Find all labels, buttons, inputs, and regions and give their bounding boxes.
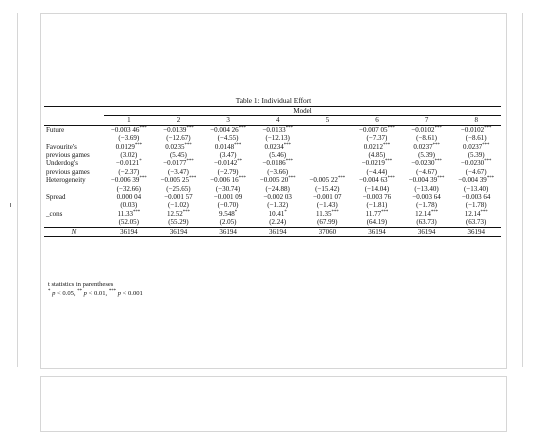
table-cell bbox=[352, 176, 402, 193]
table-cell bbox=[154, 125, 204, 142]
table-cell bbox=[104, 159, 154, 176]
note-tstats: t statistics in parentheses bbox=[48, 281, 114, 288]
table-notes bbox=[48, 281, 143, 298]
significance-stars: *** bbox=[189, 176, 197, 182]
significance-stars: *** bbox=[430, 209, 439, 215]
significance-stars: *** bbox=[186, 159, 194, 165]
table-cell bbox=[104, 176, 154, 193]
coef-value: −0.001 07 bbox=[313, 193, 342, 202]
t-statistic: (5.45) bbox=[169, 151, 187, 160]
coefficient bbox=[255, 193, 301, 201]
coef-value: −0.001 09 bbox=[213, 193, 243, 202]
header-spacer bbox=[44, 107, 104, 116]
page-marker bbox=[10, 203, 11, 207]
coef-value: −0.0121 bbox=[116, 159, 140, 168]
coef-value: 12.14 bbox=[464, 209, 481, 218]
coefficient bbox=[106, 143, 152, 151]
table-cell bbox=[253, 159, 303, 176]
table-cell bbox=[154, 210, 204, 227]
significance-stars: *** bbox=[238, 176, 246, 182]
right-page-edge bbox=[522, 13, 540, 367]
coef-value: −0.004 26 bbox=[210, 125, 239, 134]
table-cell bbox=[303, 193, 353, 210]
significance-stars: *** bbox=[132, 209, 141, 215]
t-statistic: (−3.47) bbox=[168, 167, 189, 176]
t-statistic: (−25.65) bbox=[166, 184, 191, 193]
t-statistic: (5.39) bbox=[418, 151, 436, 160]
t-statistic: (−4.67) bbox=[465, 167, 487, 176]
coef-value: −0.0139 bbox=[163, 125, 187, 134]
table-cell bbox=[303, 125, 353, 142]
t-statistic: (−1.02) bbox=[168, 201, 189, 210]
coefficient bbox=[255, 159, 301, 167]
table-cell bbox=[253, 125, 303, 142]
table-cell bbox=[104, 125, 154, 142]
column-number: 8 bbox=[451, 116, 501, 125]
row-label bbox=[44, 193, 104, 210]
table-row bbox=[44, 210, 501, 227]
coefficient bbox=[205, 210, 251, 218]
coef-value: −0.0102 bbox=[460, 125, 485, 134]
coefficient bbox=[106, 159, 152, 167]
table-cell bbox=[203, 125, 253, 142]
coefficient bbox=[305, 143, 351, 151]
table-cell bbox=[451, 176, 501, 193]
coef-value: 0.0237 bbox=[413, 142, 433, 151]
t-statistic: (−8.61) bbox=[465, 134, 487, 143]
coef-value: −0.0186 bbox=[262, 159, 286, 168]
t-statistic: (55.29) bbox=[168, 218, 189, 227]
t-statistic: (2.24) bbox=[269, 218, 287, 227]
coefficient bbox=[255, 126, 301, 134]
table-cell bbox=[303, 176, 353, 193]
coef-value: 0.0237 bbox=[462, 142, 483, 151]
table-row bbox=[44, 193, 501, 210]
coefficient bbox=[354, 159, 400, 167]
coefficient bbox=[205, 176, 251, 184]
significance-stars: *** bbox=[486, 176, 495, 182]
column-number: 5 bbox=[303, 116, 353, 125]
coefficient bbox=[404, 126, 450, 134]
table-cell bbox=[451, 210, 501, 227]
significance-stars: *** bbox=[184, 142, 192, 148]
row-label-line: Future bbox=[46, 125, 65, 134]
coefficient bbox=[156, 176, 202, 184]
observations-row bbox=[44, 227, 501, 236]
row-label bbox=[44, 210, 104, 227]
coef-value: −0.003 64 bbox=[412, 193, 441, 202]
significance-stars: *** bbox=[437, 176, 445, 182]
table-cell bbox=[303, 143, 353, 160]
coefficient bbox=[205, 126, 251, 134]
n-value: 36194 bbox=[253, 227, 303, 236]
significance-stars: *** bbox=[381, 209, 389, 215]
coefficient bbox=[255, 210, 301, 218]
significance-stars: *** bbox=[186, 125, 194, 131]
coef-value: 0.0129 bbox=[115, 142, 135, 151]
t-statistic: (67.99) bbox=[317, 218, 338, 227]
significance-stars: *** bbox=[434, 125, 442, 131]
row-label-line: Heterogeneity bbox=[46, 176, 86, 185]
coefficient bbox=[354, 126, 400, 134]
significance-stars: *** bbox=[387, 176, 395, 182]
coef-value: 11.77 bbox=[365, 209, 382, 218]
table-cell bbox=[154, 159, 204, 176]
coef-value: −0.001 57 bbox=[164, 193, 193, 202]
document-page bbox=[40, 13, 507, 369]
coefficient bbox=[404, 210, 450, 218]
coef-value: −0.0142 bbox=[214, 159, 238, 168]
t-statistic: (−13.40) bbox=[414, 184, 439, 193]
n-label: N bbox=[44, 227, 104, 236]
column-number: 3 bbox=[203, 116, 253, 125]
significance-stars: *** bbox=[234, 142, 242, 148]
table-cell bbox=[402, 210, 452, 227]
table-cell bbox=[352, 125, 402, 142]
column-number: 1 bbox=[104, 116, 154, 125]
t-statistic: (−1.32) bbox=[267, 201, 289, 210]
coef-value: 0.0234 bbox=[264, 142, 284, 151]
coefficient bbox=[255, 176, 301, 184]
table-cell bbox=[253, 143, 303, 160]
column-number: 7 bbox=[402, 116, 452, 125]
significance-stars: * bbox=[234, 209, 238, 215]
row-label-line: Favourite's bbox=[46, 142, 77, 151]
coefficient bbox=[453, 176, 499, 184]
coefficient bbox=[354, 143, 400, 151]
coef-value: 9.548 bbox=[218, 209, 235, 218]
t-statistic: (−30.74) bbox=[215, 184, 241, 193]
t-statistic: (−32.66) bbox=[116, 184, 141, 193]
t-statistic: (64.19) bbox=[366, 218, 388, 227]
t-statistic: (−24.88) bbox=[265, 184, 290, 193]
coef-value: 0.0235 bbox=[165, 142, 185, 151]
coef-value: −0.0230 bbox=[460, 159, 485, 168]
table-cell bbox=[451, 193, 501, 210]
coef-value: −0.005 25 bbox=[160, 176, 190, 185]
row-label-line: previous games bbox=[46, 167, 90, 176]
row-label-line: previous games bbox=[46, 151, 90, 160]
coef-value: −0.006 16 bbox=[210, 176, 239, 185]
coefficient bbox=[453, 126, 499, 134]
t-statistic: (−3.69) bbox=[118, 134, 140, 143]
table-cell bbox=[451, 125, 501, 142]
table-cell bbox=[154, 176, 204, 193]
coefficient bbox=[106, 126, 152, 134]
table-cell bbox=[154, 193, 204, 210]
coefficient bbox=[404, 176, 450, 184]
t-statistic: (−12.67) bbox=[166, 134, 191, 143]
coefficient bbox=[156, 193, 202, 201]
n-value: 37060 bbox=[303, 227, 353, 236]
row-label bbox=[44, 125, 104, 142]
t-statistic: (−1.78) bbox=[465, 201, 487, 210]
t-statistic: (−13.40) bbox=[464, 184, 489, 193]
significance-stars: * bbox=[139, 159, 142, 165]
coef-value: −0.003 64 bbox=[461, 193, 491, 202]
coef-value: 12.14 bbox=[415, 209, 431, 218]
t-statistic: (3.02) bbox=[120, 151, 138, 160]
table-cell bbox=[451, 159, 501, 176]
coefficient bbox=[354, 210, 400, 218]
table-cell bbox=[253, 176, 303, 193]
row-label-line: _cons bbox=[46, 209, 63, 218]
t-statistic: (−15.42) bbox=[315, 184, 340, 193]
coef-value: 0.000 04 bbox=[116, 193, 142, 202]
significance-stars: *** bbox=[134, 142, 143, 148]
t-statistic: (3.47) bbox=[219, 151, 237, 160]
significance-stars: *** bbox=[432, 142, 440, 148]
coef-value: −0.005 22 bbox=[309, 176, 338, 185]
coef-value: −0.003 76 bbox=[362, 193, 392, 202]
table-cell bbox=[451, 143, 501, 160]
row-label bbox=[44, 176, 104, 193]
t-statistic: (52.05) bbox=[118, 218, 140, 227]
t-statistic: (2.05) bbox=[219, 218, 237, 227]
model-header: Model bbox=[104, 107, 501, 116]
significance-stars: ** bbox=[237, 159, 243, 165]
coefficient bbox=[156, 159, 202, 167]
row-label bbox=[44, 143, 104, 160]
significance-stars: *** bbox=[182, 209, 190, 215]
t-statistic: (−14.04) bbox=[364, 184, 390, 193]
n-value: 36194 bbox=[104, 227, 154, 236]
coef-value: 0.0148 bbox=[214, 142, 235, 151]
significance-stars: *** bbox=[387, 125, 395, 131]
coefficient bbox=[106, 210, 152, 218]
coefficient bbox=[205, 143, 251, 151]
table-cell bbox=[303, 159, 353, 176]
coef-value: −0.005 20 bbox=[259, 176, 289, 185]
t-statistic: (63.73) bbox=[416, 218, 437, 227]
coefficient bbox=[453, 193, 499, 201]
t-statistic: (−2.79) bbox=[217, 167, 239, 176]
header-spacer bbox=[44, 116, 104, 125]
coefficient bbox=[106, 193, 152, 201]
table-cell bbox=[203, 193, 253, 210]
table-cell bbox=[203, 143, 253, 160]
coef-value: 11.33 bbox=[117, 209, 133, 218]
significance-stars: *** bbox=[139, 125, 147, 131]
significance-stars: *** bbox=[434, 159, 442, 165]
coef-value: 10.41 bbox=[268, 209, 285, 218]
coef-value: 12.52 bbox=[166, 209, 183, 218]
table-cell bbox=[402, 143, 452, 160]
significance-stars: *** bbox=[337, 176, 346, 182]
note-significance: * p < 0.05, ** p < 0.01, *** p < 0.001 bbox=[48, 288, 143, 297]
table-cell bbox=[352, 210, 402, 227]
coefficient bbox=[305, 210, 351, 218]
coefficient bbox=[404, 143, 450, 151]
t-statistic: (−7.37) bbox=[366, 134, 388, 143]
t-statistic: (−3.66) bbox=[267, 167, 289, 176]
table-cell bbox=[402, 125, 452, 142]
t-statistic: (5.39) bbox=[467, 151, 485, 160]
significance-stars: *** bbox=[482, 142, 490, 148]
coefficient bbox=[305, 193, 351, 201]
coefficient bbox=[404, 159, 450, 167]
coef-value: −0.0219 bbox=[361, 159, 385, 168]
t-statistic: (−0.70) bbox=[217, 201, 239, 210]
coefficient bbox=[156, 210, 202, 218]
table-row bbox=[44, 159, 501, 176]
coef-value: −0.002 03 bbox=[263, 193, 292, 202]
column-number: 2 bbox=[154, 116, 204, 125]
t-statistic: (−1.81) bbox=[366, 201, 388, 210]
significance-stars: *** bbox=[283, 142, 291, 148]
table-row bbox=[44, 143, 501, 160]
table-cell bbox=[203, 159, 253, 176]
n-value: 36194 bbox=[154, 227, 204, 236]
significance-stars: *** bbox=[285, 159, 293, 165]
n-value: 36194 bbox=[352, 227, 402, 236]
coefficient bbox=[156, 126, 202, 134]
table-cell bbox=[303, 210, 353, 227]
table-cell bbox=[402, 159, 452, 176]
t-statistic: (−8.61) bbox=[416, 134, 437, 143]
coefficient bbox=[354, 193, 400, 201]
t-statistic: (−12.13) bbox=[265, 134, 290, 143]
coef-value: −0.0133 bbox=[262, 125, 286, 134]
significance-stars: *** bbox=[484, 125, 492, 131]
significance-stars: *** bbox=[238, 125, 246, 131]
regression-table bbox=[44, 106, 501, 237]
table-cell bbox=[253, 210, 303, 227]
coefficient bbox=[255, 143, 301, 151]
next-page bbox=[40, 376, 507, 432]
left-page-edge bbox=[0, 13, 18, 367]
coefficient bbox=[205, 159, 251, 167]
table-row bbox=[44, 125, 501, 142]
coef-value: −0.0102 bbox=[411, 125, 435, 134]
model-header-row bbox=[44, 107, 501, 116]
coef-value: −0.007 05 bbox=[359, 125, 388, 134]
n-value: 36194 bbox=[203, 227, 253, 236]
significance-stars: *** bbox=[480, 209, 488, 215]
significance-stars: *** bbox=[285, 125, 293, 131]
coef-value: −0.004 39 bbox=[458, 176, 487, 185]
table-cell bbox=[352, 193, 402, 210]
coef-value: −0.0177 bbox=[163, 159, 187, 168]
t-statistic: (−1.78) bbox=[416, 201, 437, 210]
coefficient bbox=[453, 159, 499, 167]
table-caption: Table 1: Individual Effort bbox=[235, 96, 312, 105]
coefficient bbox=[205, 193, 251, 201]
significance-stars: *** bbox=[384, 159, 393, 165]
coef-value: 11.35 bbox=[315, 209, 332, 218]
significance-stars: * bbox=[284, 209, 287, 215]
row-label-line: Underdog's bbox=[46, 159, 78, 168]
row-label bbox=[44, 159, 104, 176]
coef-value: −0.004 39 bbox=[408, 176, 438, 185]
n-value: 36194 bbox=[402, 227, 452, 236]
coefficient bbox=[106, 176, 152, 184]
table-cell bbox=[203, 210, 253, 227]
table-cell bbox=[402, 176, 452, 193]
t-statistic: (5.46) bbox=[269, 151, 287, 160]
table-cell bbox=[154, 143, 204, 160]
significance-stars: *** bbox=[288, 176, 296, 182]
table-cell bbox=[352, 143, 402, 160]
t-statistic: (−1.43) bbox=[316, 201, 338, 210]
t-statistic: (63.73) bbox=[465, 218, 487, 227]
row-label-line: Spread bbox=[46, 193, 66, 202]
coefficient bbox=[453, 210, 499, 218]
t-statistic: (−4.44) bbox=[366, 167, 388, 176]
table-row bbox=[44, 176, 501, 193]
column-number-row bbox=[44, 116, 501, 125]
significance-stars: *** bbox=[331, 209, 339, 215]
column-number: 6 bbox=[352, 116, 402, 125]
t-statistic: (−4.55) bbox=[217, 134, 239, 143]
t-statistic: (−2.37) bbox=[118, 167, 140, 176]
t-statistic: (0.03) bbox=[120, 201, 138, 210]
t-statistic: (−4.67) bbox=[416, 167, 437, 176]
significance-stars: *** bbox=[484, 159, 492, 165]
coefficient bbox=[305, 176, 351, 184]
column-number: 4 bbox=[253, 116, 303, 125]
significance-stars: *** bbox=[382, 142, 391, 148]
coef-value: −0.0230 bbox=[411, 159, 435, 168]
coefficient bbox=[404, 193, 450, 201]
table-cell bbox=[104, 193, 154, 210]
t-statistic: (4.85) bbox=[368, 151, 386, 160]
significance-stars: *** bbox=[139, 176, 147, 182]
table-cell bbox=[104, 143, 154, 160]
coefficient bbox=[354, 176, 400, 184]
table-cell bbox=[352, 159, 402, 176]
coef-value: 0.0212 bbox=[363, 142, 383, 151]
table-cell bbox=[402, 193, 452, 210]
coefficient bbox=[156, 143, 202, 151]
table-cell bbox=[253, 193, 303, 210]
coefficient bbox=[305, 159, 351, 167]
coefficient bbox=[305, 126, 351, 134]
coef-value: −0.006 39 bbox=[110, 176, 140, 185]
table-cell bbox=[203, 176, 253, 193]
coefficient bbox=[453, 143, 499, 151]
table-cell bbox=[104, 210, 154, 227]
n-value: 36194 bbox=[451, 227, 501, 236]
coef-value: −0.003 46 bbox=[110, 125, 140, 134]
coef-value: −0.004 63 bbox=[359, 176, 388, 185]
